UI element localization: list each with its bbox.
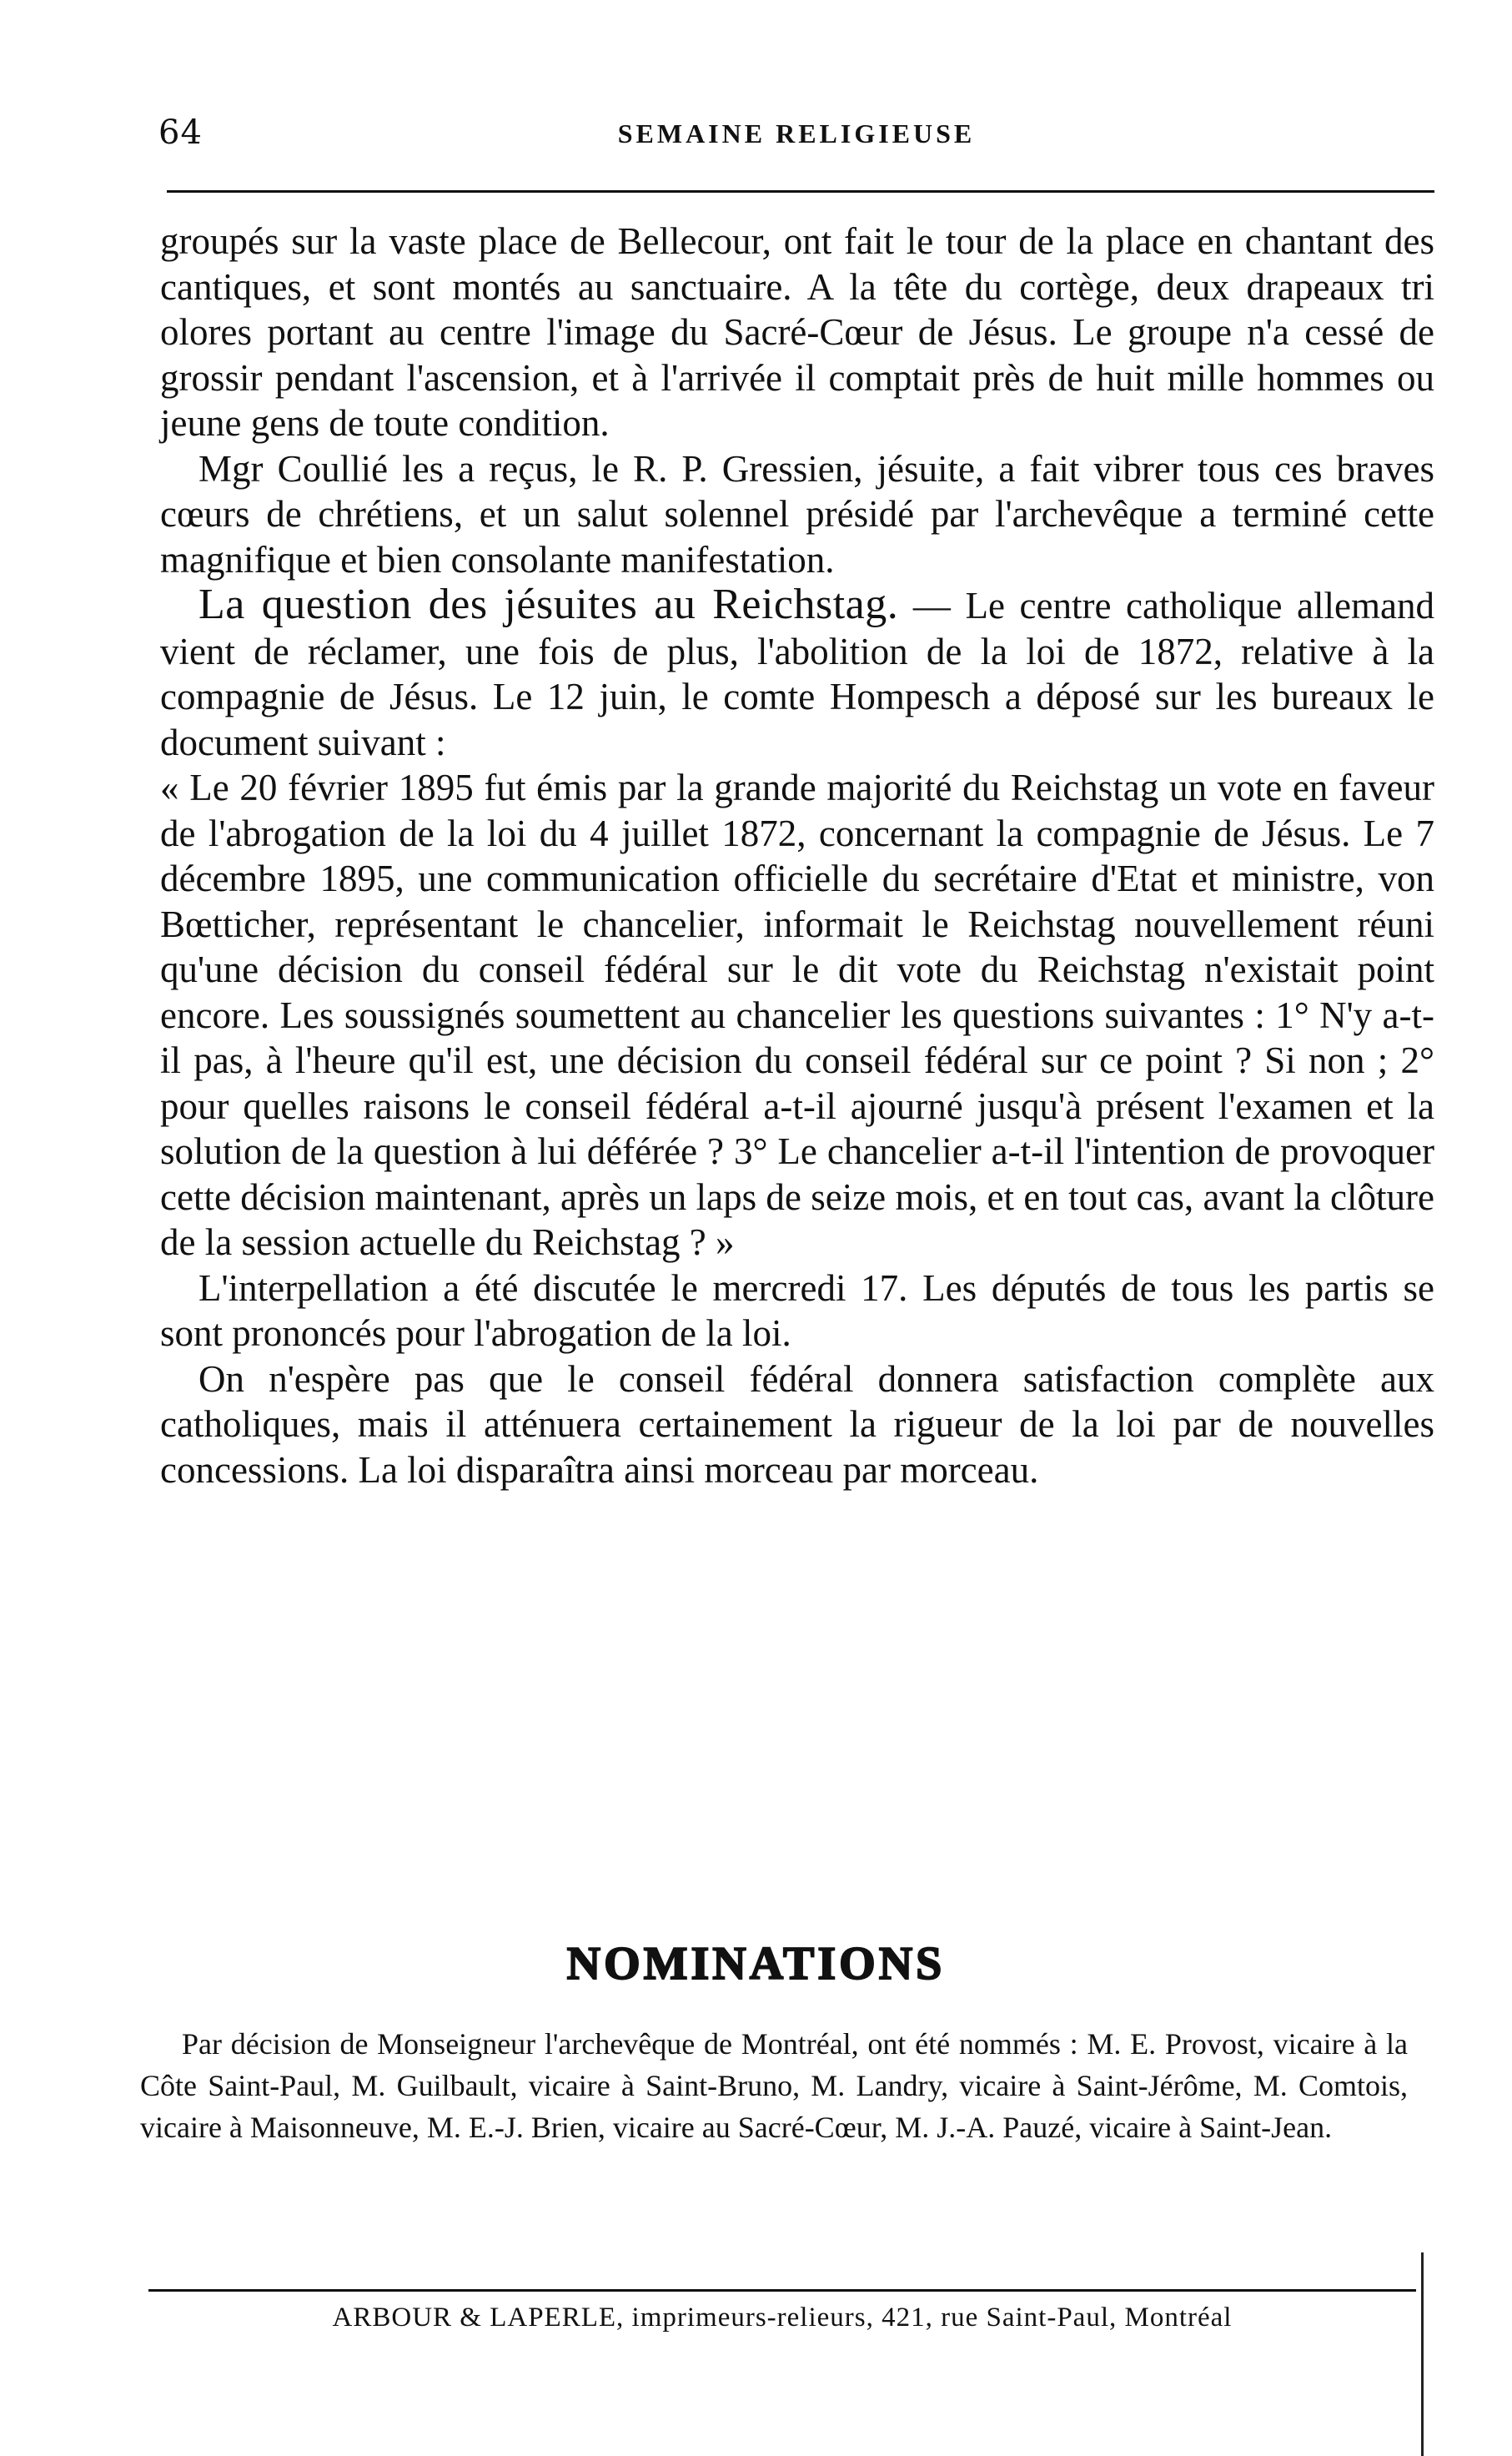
article-headline: La question des jésuites au Reichstag. bbox=[198, 581, 899, 628]
printer-imprint: ARBOUR & LAPERLE, imprimeurs-relieurs, 421, rue Saint-Paul, Montréal bbox=[332, 2302, 1233, 2333]
article-paragraph: Mgr Coullié les a reçus, le R. P. Gressien, jésuite, a fait vibrer tous ces braves cœurs de chrétiens, et un salut solennel présidé par l'archevêque a terminé cette magnifique et bien consolante manifestation. bbox=[160, 447, 1434, 581]
page-number: 64 bbox=[158, 113, 203, 152]
margin-mark bbox=[1421, 2252, 1424, 2456]
article-body bbox=[160, 219, 1434, 1492]
quoted-document: « Le 20 février 1895 fut émis par la grande majorité du Reichstag un vote en faveur de l'abrogation de la loi du 4 juillet 1872, concernant la compagnie de Jésus. Le 7 décembre 1895, une communication officielle du secrétaire d'Etat et ministre, von Bœtticher, représentant le chancelier, informait le Reichstag nouvellement réuni qu'une décision du conseil fédéral sur le dit vote du Reichstag n'existait point encore. Les soussignés soumettent au chancelier les questions suivantes : 1° N'y a-t-il pas, à l'heure qu'il est, une décision du conseil fédéral sur ce point ? Si non ; 2° pour quelles raisons le conseil fédéral a-t-il ajourné jusqu'à présent l'examen et la solution de la question à lui déférée ? 3° Le chancelier a-t-il l'intention de provoquer cette décision maintenant, après un laps de seize mois, et en tout cas, avant la clôture de la session actuelle du Reichstag ? » bbox=[160, 767, 1434, 1263]
article-paragraph-with-headline bbox=[160, 582, 1434, 765]
page-header bbox=[158, 113, 1434, 164]
nominations-paragraph: Par décision de Monseigneur l'archevêque de Montréal, ont été nommés : M. E. Provost, vicaire à la Côte Saint-Paul, M. Guilbault, vicaire à Saint-Bruno, M. Landry, vicaire à Saint-Jérôme, M. Comtois, vicaire à Maisonneuve, M. E.-J. Brien, vicaire au Sacré-Cœur, M. J.-A. Pauzé, vicaire à Saint-Jean. bbox=[140, 2027, 1408, 2144]
article-paragraph: On n'espère pas que le conseil fédéral donnera satisfaction complète aux catholiques, mais il atténuera certainement la rigueur de la loi par de nouvelles concessions. La loi disparaîtra ainsi morceau par morceau. bbox=[160, 1357, 1434, 1491]
footer-rule bbox=[148, 2289, 1416, 2292]
header-rule bbox=[167, 190, 1434, 193]
article-paragraph: L'interpellation a été discutée le mercredi 17. Les députés de tous les partis se sont prononcés pour l'abrogation de la loi. bbox=[160, 1266, 1434, 1354]
running-title: SEMAINE RELIGIEUSE bbox=[617, 118, 976, 148]
section-title-nominations: NOMINATIONS bbox=[566, 1938, 946, 1990]
article-paragraph-text: — Le centre catholique allemand vient de réclamer, une fois de plus, l'abolition de la loi de 1872, relative à la compagnie de Jésus. Le 12 juin, le comte Hompesch a déposé sur les bureaux le document suivant : bbox=[160, 585, 1434, 763]
nominations-body bbox=[140, 2023, 1408, 2148]
article-paragraph: groupés sur la vaste place de Bellecour, ont fait le tour de la place en chantant des cantiques, et sont montés au sanctuaire. A la tête du cortège, deux drapeaux tri olores portant au centre l'image du Sacré-Cœur de Jésus. Le groupe n'a cessé de grossir pendant l'ascension, et à l'arrivée il comptait près de huit mille hommes ou jeune gens de toute condition. bbox=[160, 220, 1434, 444]
